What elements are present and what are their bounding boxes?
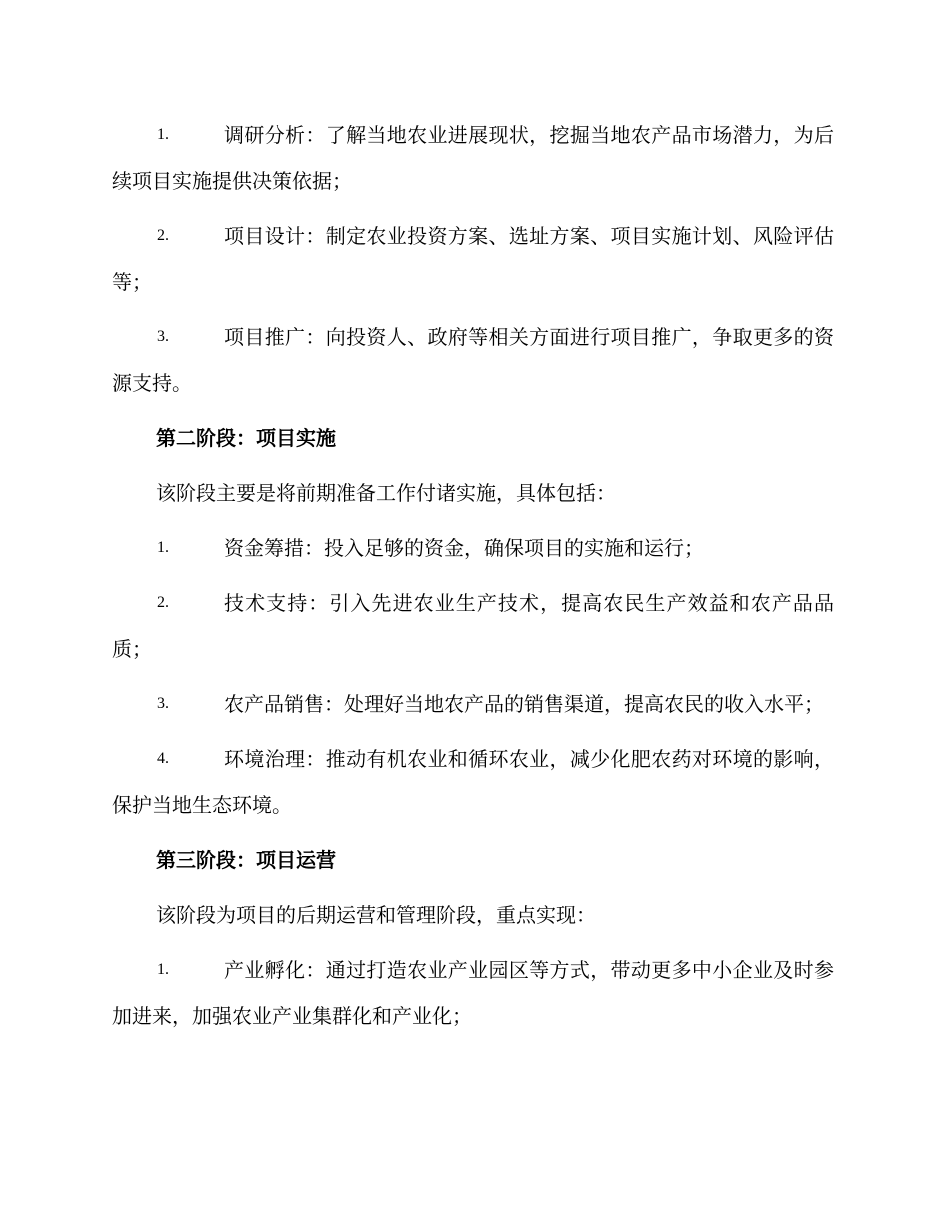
list-number: 4. <box>157 750 169 767</box>
list-item <box>112 213 834 305</box>
list-text: 资金筹措：投入足够的资金，确保项目的实施和运行； <box>224 536 704 560</box>
list-item <box>112 580 834 672</box>
list-number: 1. <box>157 126 169 143</box>
list-number: 2. <box>157 594 169 611</box>
section-heading-implementation: 第二阶段：项目实施 <box>156 426 336 450</box>
list-item <box>112 736 834 828</box>
list-text: 产业孵化：通过打造农业产业园区等方式，带动更多中小企业及时参加进来，加强农业产业集群化和产业化； <box>112 958 834 1028</box>
list-number: 3. <box>157 328 169 345</box>
list-number: 2. <box>157 227 169 244</box>
list-text: 环境治理：推动有机农业和循环农业，减少化肥农药对环境的影响，保护当地生态环境。 <box>112 747 834 817</box>
list-item <box>112 112 834 204</box>
section-intro-paragraph: 该阶段为项目的后期运营和管理阶段，重点实现： <box>156 903 596 927</box>
list-item <box>112 525 834 571</box>
list-text: 技术支持：引入先进农业生产技术，提高农民生产效益和农产品品质； <box>112 591 834 661</box>
list-item <box>112 947 834 1039</box>
list-text: 项目推广：向投资人、政府等相关方面进行项目推广，争取更多的资源支持。 <box>112 325 834 395</box>
list-number: 1. <box>157 539 169 556</box>
list-text: 农产品销售：处理好当地农产品的销售渠道，提高农民的收入水平； <box>224 692 824 716</box>
list-item <box>112 314 834 406</box>
section-heading-operation: 第三阶段：项目运营 <box>156 848 336 872</box>
list-number: 3. <box>157 695 169 712</box>
list-text: 项目设计：制定农业投资方案、选址方案、项目实施计划、风险评估等； <box>112 224 834 294</box>
document-body <box>112 112 834 1048</box>
list-item <box>112 681 834 727</box>
list-number: 1. <box>157 961 169 978</box>
section-intro-paragraph: 该阶段主要是将前期准备工作付诸实施，具体包括： <box>156 481 616 505</box>
list-text: 调研分析：了解当地农业进展现状，挖掘当地农产品市场潜力，为后续项目实施提供决策依据； <box>112 123 834 193</box>
